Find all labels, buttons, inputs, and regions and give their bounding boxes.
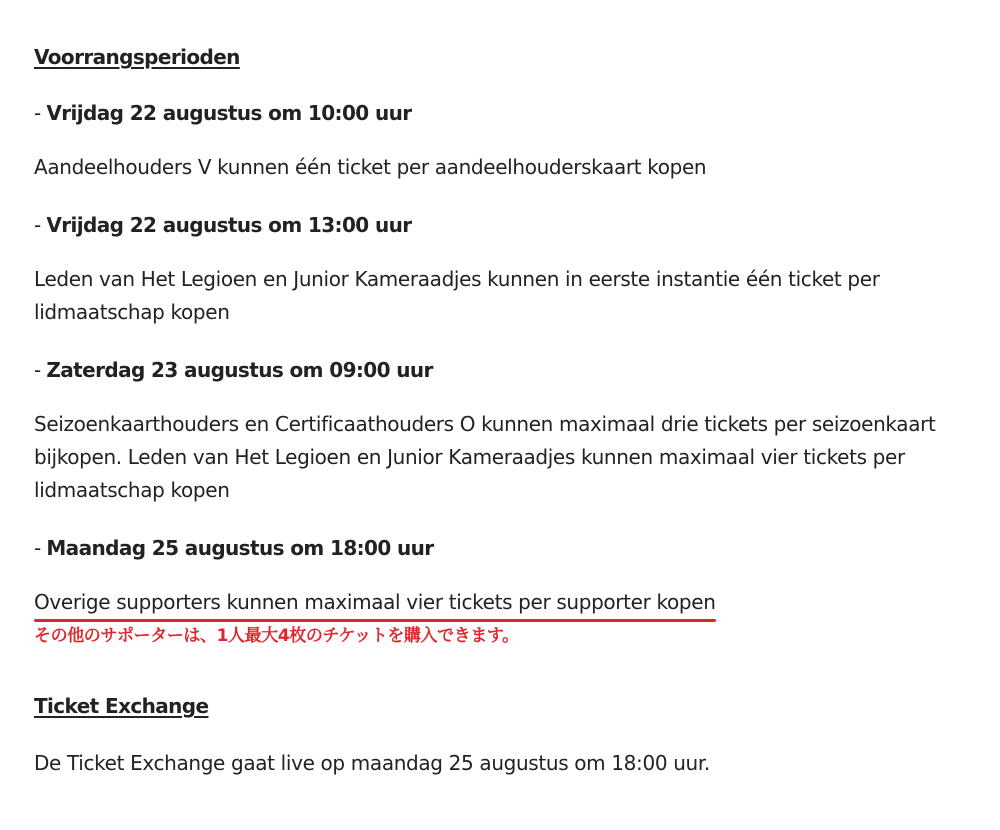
period-4-text: Overige supporters kunnen maximaal vier tickets per supporter kopen: [34, 590, 716, 614]
period-3-date: Zaterdag 23 augustus om 09:00 uur: [46, 358, 433, 382]
priority-periods-heading: Voorrangsperioden: [34, 45, 240, 69]
period-2-text: Leden van Het Legioen en Junior Kameraadjes kunnen in eerste instantie één ticket per lidmaatschap kopen: [34, 267, 880, 324]
ticket-exchange-text: De Ticket Exchange gaat live op maandag 25 augustus om 18:00 uur.: [34, 751, 710, 775]
red-underline-annotation: [34, 619, 716, 622]
japanese-translation-annotation: その他のサポーターは、1人最大4枚のチケットを購入できます。: [34, 626, 519, 646]
period-4-date: Maandag 25 augustus om 18:00 uur: [46, 536, 434, 560]
period-4-text-block: [34, 586, 969, 619]
highlighted-sentence: [34, 586, 716, 619]
period-1-text: Aandeelhouders V kunnen één ticket per aandeelhouderskaart kopen: [34, 155, 707, 179]
period-4-dash: -: [34, 536, 47, 560]
period-2-date: Vrijdag 22 augustus om 13:00 uur: [46, 213, 412, 237]
article-content: [34, 42, 969, 780]
period-3-text: Seizoenkaarthouders en Certificaathouders O kunnen maximaal drie tickets per seizoenkaart bijkopen. Leden van Het Legioen en Junior Kameraadjes kunnen maximaal vier tickets per lidmaatschap kopen: [34, 412, 936, 502]
period-3-dash: -: [34, 358, 47, 382]
period-1-heading: [34, 98, 969, 128]
period-3-heading: [34, 355, 969, 385]
period-1-dash: -: [34, 101, 47, 125]
period-2-dash: -: [34, 213, 47, 237]
period-4-heading: [34, 533, 969, 563]
ticket-exchange-heading: Ticket Exchange: [34, 694, 209, 718]
period-1-date: Vrijdag 22 augustus om 10:00 uur: [46, 101, 412, 125]
period-2-heading: [34, 210, 969, 240]
